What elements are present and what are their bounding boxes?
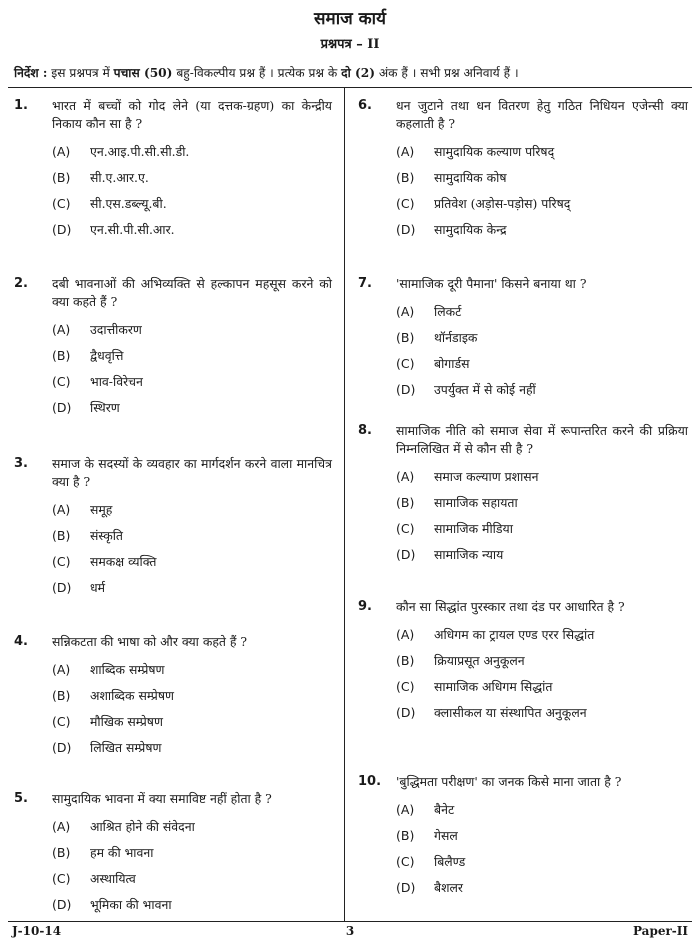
option-letter: (A) — [52, 662, 71, 677]
question-text: 'बुद्धिमता परीक्षण' का जनक किसे माना जाता है ? — [396, 774, 622, 789]
option-letter: (A) — [396, 144, 415, 159]
question-number: 5. — [14, 791, 28, 806]
option-text: बैशलर — [434, 880, 463, 895]
page-number: 3 — [345, 924, 355, 938]
option-d[interactable] — [52, 399, 120, 417]
option-a[interactable] — [396, 626, 594, 644]
option-letter: (C) — [52, 374, 71, 389]
option-letter: (C) — [52, 554, 71, 569]
option-text: स्थिरण — [90, 400, 120, 415]
option-text: हम की भावना — [90, 845, 154, 860]
option-letter: (C) — [396, 854, 415, 869]
option-text: बोगार्डस — [434, 356, 470, 371]
option-text: उदात्तीकरण — [90, 322, 142, 337]
option-d[interactable] — [52, 739, 161, 757]
option-letter: (B) — [52, 170, 71, 185]
option-letter: (D) — [52, 740, 72, 755]
instructions-text-3: अंक हैं । सभी प्रश्न अनिवार्य हैं । — [378, 66, 519, 80]
question-text: 'सामाजिक दूरी पैमाना' किसने बनाया था ? — [396, 276, 587, 291]
column-divider — [344, 88, 345, 921]
option-d[interactable] — [396, 704, 587, 722]
footer-rule — [8, 921, 692, 922]
option-a[interactable] — [52, 818, 195, 836]
option-b[interactable] — [52, 844, 154, 862]
instructions-count: पचास (50) — [113, 66, 173, 80]
option-text: उपर्युक्त में से कोई नहीं — [434, 382, 536, 397]
option-d[interactable] — [396, 879, 463, 897]
question-number: 6. — [358, 98, 372, 113]
question-number: 4. — [14, 634, 28, 649]
option-letter: (A) — [52, 144, 71, 159]
paper-subtitle: प्रश्नपत्र – II — [320, 37, 380, 52]
option-b[interactable] — [52, 347, 123, 365]
option-letter: (C) — [52, 871, 71, 886]
option-letter: (C) — [396, 196, 415, 211]
option-b[interactable] — [396, 652, 525, 670]
option-b[interactable] — [396, 494, 518, 512]
instructions-label: निर्देश : — [14, 66, 48, 80]
question-number: 10. — [358, 774, 382, 789]
option-a[interactable] — [396, 303, 461, 321]
option-text: क्लासीकल या संस्थापित अनुकूलन — [434, 705, 587, 720]
option-text: समकक्ष व्यक्ति — [90, 554, 157, 569]
option-text: समाज कल्याण प्रशासन — [434, 469, 539, 484]
option-text: संस्कृति — [90, 528, 123, 543]
header-rule — [8, 87, 692, 88]
option-d[interactable] — [52, 221, 175, 239]
option-text: सामुदायिक कोष — [434, 170, 507, 185]
option-text: गेसल — [434, 828, 458, 843]
option-a[interactable] — [52, 661, 165, 679]
option-c[interactable] — [396, 678, 552, 696]
option-text: द्वैधवृत्ति — [90, 348, 124, 363]
option-b[interactable] — [52, 169, 149, 187]
option-text: सामाजिक अधिगम सिद्धांत — [434, 679, 553, 694]
option-a[interactable] — [396, 801, 454, 819]
option-letter: (A) — [52, 502, 71, 517]
option-d[interactable] — [396, 546, 503, 564]
option-c[interactable] — [52, 870, 136, 888]
option-a[interactable] — [52, 501, 112, 519]
option-text: अशाब्दिक सम्प्रेषण — [90, 688, 174, 703]
option-letter: (C) — [396, 356, 415, 371]
option-b[interactable] — [396, 329, 477, 347]
paper-code: J-10-14 — [12, 924, 62, 938]
option-text: लिखित सम्प्रेषण — [90, 740, 162, 755]
option-letter: (B) — [396, 495, 415, 510]
option-letter: (C) — [396, 679, 415, 694]
question-text: धन जुटाने तथा धन वितरण हेतु गठित निधियन एजेन्सी क्या कहलाती है ? — [396, 98, 688, 131]
instructions-marks: दो (2) — [341, 66, 375, 80]
option-text: प्रतिवेश (अड़ोस-पड़ोस) परिषद् — [434, 196, 571, 211]
option-letter: (A) — [396, 802, 415, 817]
option-d[interactable] — [396, 221, 507, 239]
option-text: अस्थायित्व — [90, 871, 136, 886]
option-letter: (D) — [52, 400, 72, 415]
option-text: शाब्दिक सम्प्रेषण — [90, 662, 165, 677]
option-d[interactable] — [396, 381, 536, 399]
option-letter: (C) — [52, 714, 71, 729]
question-text: भारत में बच्चों को गोद लेने (या दत्तक-ग्रहण) का केन्द्रीय निकाय कौन सा है ? — [52, 98, 332, 131]
paper-title: समाज कार्य — [314, 9, 386, 29]
option-c[interactable] — [52, 553, 156, 571]
option-c[interactable] — [396, 520, 513, 538]
option-text: बैनेट — [434, 802, 455, 817]
option-letter: (B) — [52, 528, 71, 543]
option-text: भूमिका की भावना — [90, 897, 172, 912]
question-number: 7. — [358, 276, 372, 291]
option-letter: (D) — [396, 382, 416, 397]
option-text: सी.एस.डब्ल्यू.बी. — [90, 196, 167, 211]
option-text: भाव-विरेचन — [90, 374, 143, 389]
question-number: 1. — [14, 98, 28, 113]
question-text: सामाजिक नीति को समाज सेवा में रूपान्तरित करने की प्रक्रिया निम्नलिखित में से कौन सी है ? — [396, 423, 688, 456]
option-text: समूह — [90, 502, 113, 517]
option-d[interactable] — [52, 896, 172, 914]
option-letter: (A) — [52, 322, 71, 337]
option-a[interactable] — [52, 143, 189, 161]
option-text: क्रियाप्रसूत अनुकूलन — [434, 653, 525, 668]
option-letter: (A) — [52, 819, 71, 834]
option-text: लिकर्ट — [434, 304, 462, 319]
paper-label: Paper-II — [632, 924, 688, 938]
option-text: सी.ए.आर.ए. — [90, 170, 149, 185]
option-c[interactable] — [396, 853, 465, 871]
option-text: अधिगम का ट्रायल एण्ड एरर सिद्धांत — [434, 627, 595, 642]
option-letter: (B) — [396, 170, 415, 185]
option-text: एन.आइ.पी.सी.सी.डी. — [90, 144, 190, 159]
option-letter: (C) — [396, 521, 415, 536]
option-text: मौखिक सम्प्रेषण — [90, 714, 163, 729]
option-letter: (B) — [396, 330, 415, 345]
option-text: बिलैण्ड — [434, 854, 466, 869]
option-letter: (D) — [396, 705, 416, 720]
instructions-text-2: बहु-विकल्पीय प्रश्न हैं । प्रत्येक प्रश्न के — [176, 66, 338, 80]
question-text: दबी भावनाओं की अभिव्यक्ति से हल्कापन महसूस करने को क्या कहते हैं ? — [52, 276, 332, 309]
option-letter: (D) — [52, 580, 72, 595]
option-c[interactable] — [396, 355, 469, 373]
option-text: सामुदायिक कल्याण परिषद् — [434, 144, 555, 159]
option-letter: (D) — [396, 880, 416, 895]
instructions — [14, 64, 694, 81]
option-a[interactable] — [396, 468, 539, 486]
question-text: कौन सा सिद्धांत पुरस्कार तथा दंड पर आधारित है ? — [396, 599, 625, 614]
option-text: सामुदायिक केन्द्र — [434, 222, 507, 237]
option-letter: (D) — [52, 897, 72, 912]
question-number: 2. — [14, 276, 28, 291]
option-letter: (D) — [52, 222, 72, 237]
option-letter: (B) — [52, 688, 71, 703]
option-c[interactable] — [52, 713, 163, 731]
option-letter: (D) — [396, 222, 416, 237]
option-c[interactable] — [52, 195, 167, 213]
option-text: आश्रित होने की संवेदना — [90, 819, 195, 834]
question-text: समाज के सदस्यों के व्यवहार का मार्गदर्शन करने वाला मानचित्र क्या है ? — [52, 456, 332, 489]
question-text: सन्निकटता की भाषा को और क्या कहते हैं ? — [52, 634, 248, 649]
question-number: 3. — [14, 456, 28, 471]
option-text: सामाजिक मीडिया — [434, 521, 513, 536]
option-letter: (A) — [396, 469, 415, 484]
option-text: थॉर्नडाइक — [434, 330, 478, 345]
option-text: सामाजिक सहायता — [434, 495, 518, 510]
instructions-text-1: इस प्रश्नपत्र में — [51, 66, 110, 80]
option-letter: (B) — [396, 828, 415, 843]
option-letter: (A) — [396, 627, 415, 642]
option-b[interactable] — [52, 687, 174, 705]
option-text: धर्म — [90, 580, 106, 595]
option-a[interactable] — [396, 143, 554, 161]
option-b[interactable] — [396, 169, 507, 187]
option-text: सामाजिक न्याय — [434, 547, 504, 562]
option-d[interactable] — [52, 579, 105, 597]
option-letter: (D) — [396, 547, 416, 562]
option-a[interactable] — [52, 321, 142, 339]
question-text: सामुदायिक भावना में क्या समाविष्ट नहीं होता है ? — [52, 791, 272, 806]
option-b[interactable] — [396, 827, 458, 845]
question-number: 8. — [358, 423, 372, 438]
option-b[interactable] — [52, 527, 123, 545]
option-letter: (B) — [396, 653, 415, 668]
option-letter: (B) — [52, 845, 71, 860]
option-c[interactable] — [396, 195, 570, 213]
option-text: एन.सी.पी.सी.आर. — [90, 222, 175, 237]
option-c[interactable] — [52, 373, 143, 391]
option-letter: (A) — [396, 304, 415, 319]
option-letter: (B) — [52, 348, 71, 363]
option-letter: (C) — [52, 196, 71, 211]
question-number: 9. — [358, 599, 372, 614]
